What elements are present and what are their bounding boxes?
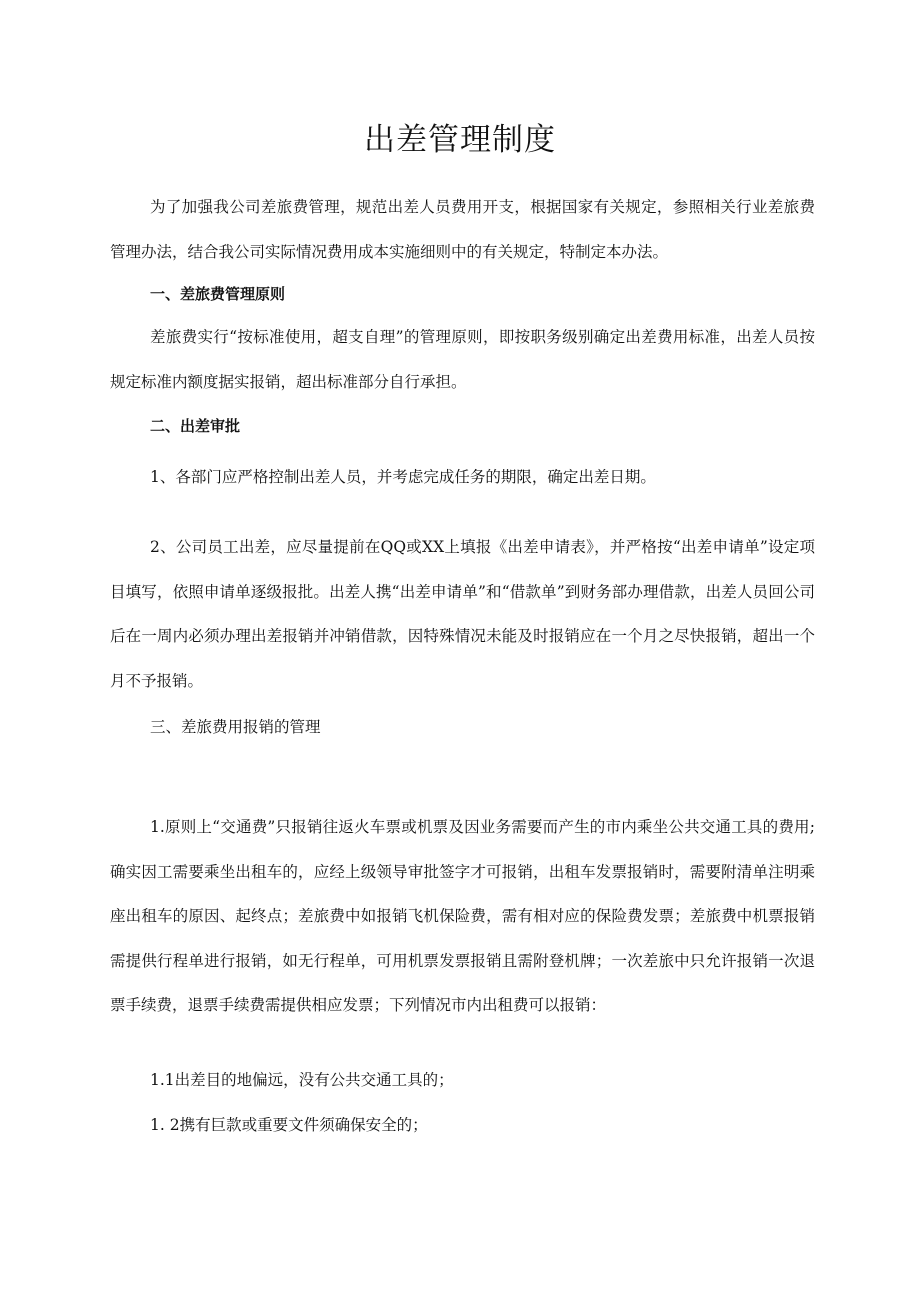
approval-item-2: 2、公司员工出差，应尽量提前在QQ或XX上填报《出差申请表》，并严格按“出差申请单”设定项目填写，依照申请单逐级报批。出差人携“出差申请单”和“借款单”到财务部办理借款，出差人员回公司后在一周内必须办理出差报销并冲销借款，因特殊情况未能及时报销应在一个月之尽快报销，超出一个月不予报销。 [110,538,815,690]
section-heading-principles: 一、差旅费管理原则 [150,285,286,303]
principles-paragraph: 差旅费实行“按标准使用，超支自理”的管理原则，即按职务级别确定出差费用标准，出差人员按规定标准内额度据实报销，超出标准部分自行承担。 [110,328,815,391]
reimbursement-subitem-1-2: 1. 2携有巨款或重要文件须确保安全的； [150,1116,428,1134]
reimbursement-item-1: 1.原则上“交通费”只报销往返火车票或机票及因业务需要而产生的市内乘坐公共交通工具的费用;确实因工需要乘坐出租车的，应经上级领导审批签字才可报销，出租车发票报销时，需要附清单注明乘座出租车的原因、起终点；差旅费中如报销飞机保险费，需有相对应的保险费发票；差旅费中机票报销需提供行程单进行报销，如无行程单，可用机票发票报销且需附登机牌；一次差旅中只允许报销一次退票手续费，退票手续费需提供相应发票；下列情况市内出租费可以报销： [110,818,815,1014]
approval-item-1: 1、各部门应严格控制出差人员，并考虑完成任务的期限，确定出差日期。 [150,468,656,486]
page-title: 出差管理制度 [364,122,556,158]
reimbursement-subitem-1-1: 1.1出差目的地偏远，没有公共交通工具的； [150,1071,454,1089]
intro-paragraph: 为了加强我公司差旅费管理，规范出差人员费用开支，根据国家有关规定，参照相关行业差旅费管理办法，结合我公司实际情况费用成本实施细则中的有关规定，特制定本办法。 [110,198,815,261]
section-heading-reimbursement: 三、差旅费用报销的管理 [150,718,321,736]
section-heading-approval: 二、出差审批 [150,417,241,435]
